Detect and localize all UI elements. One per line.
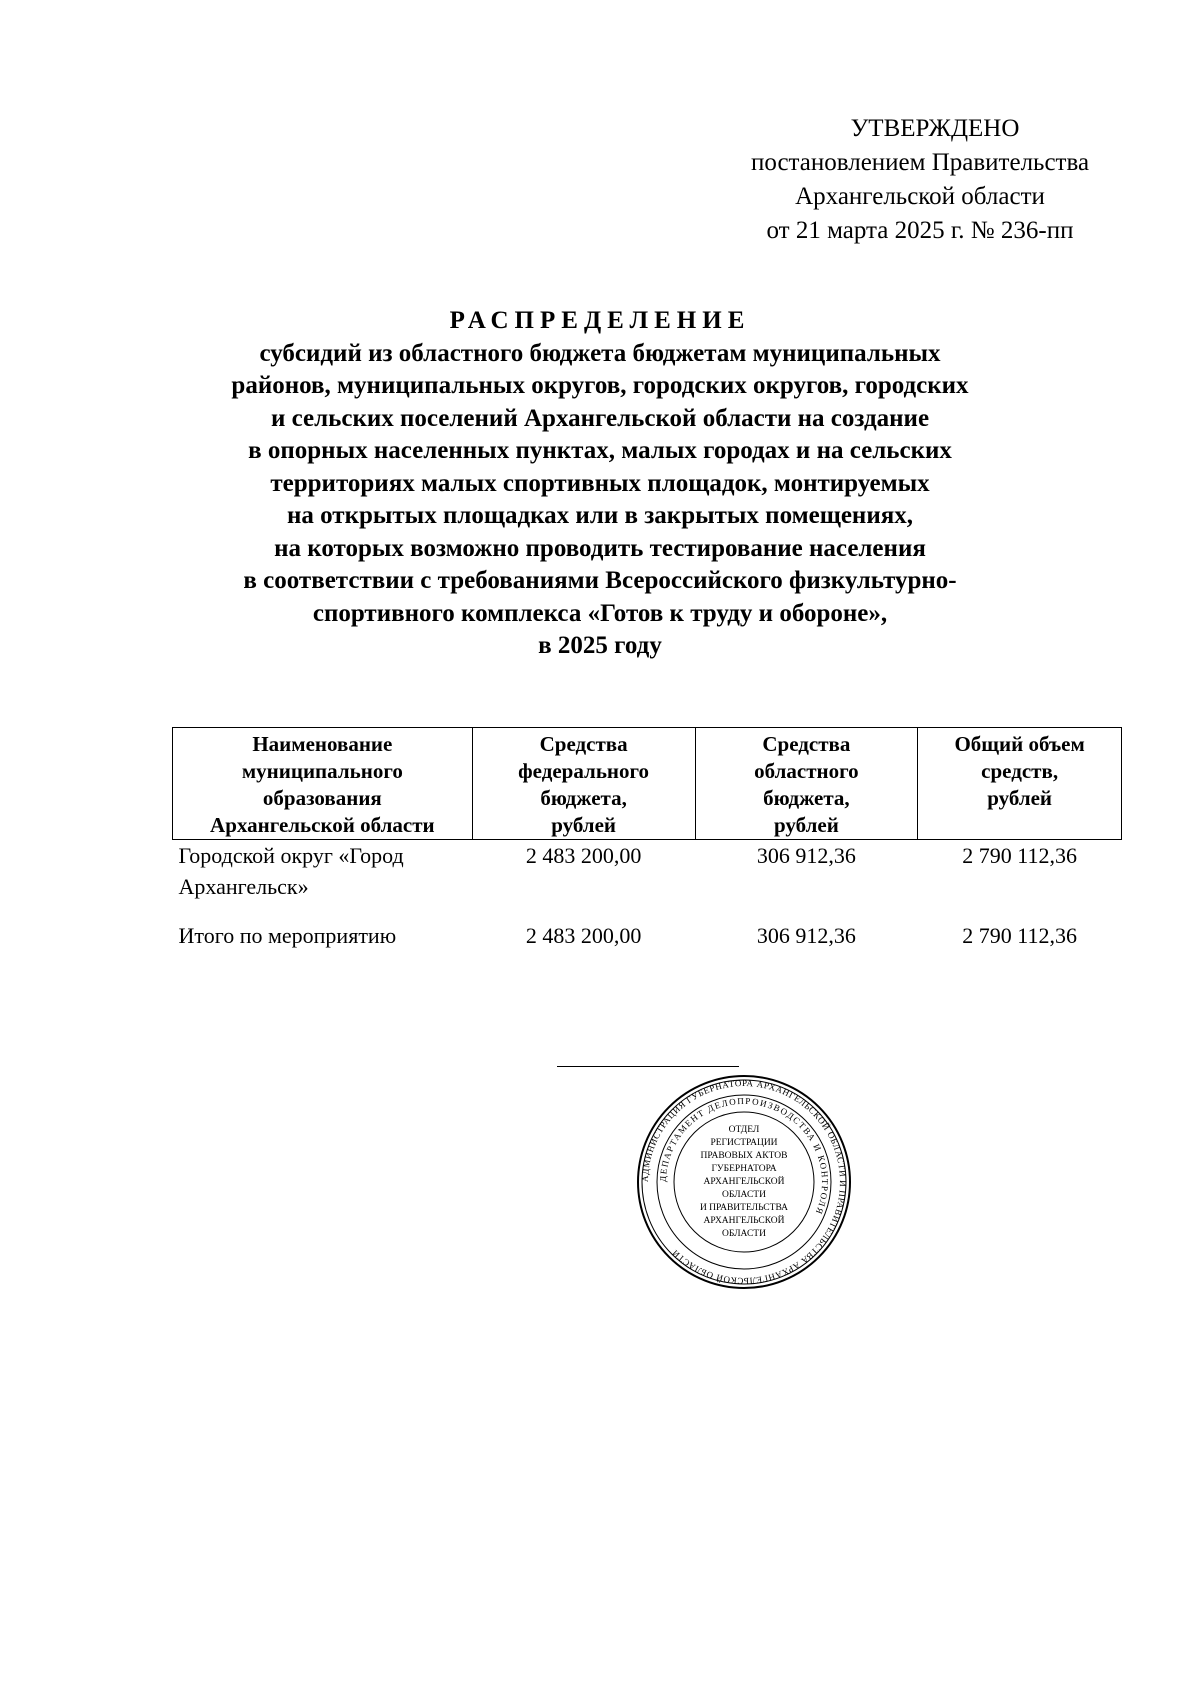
table-header-row	[173, 728, 1122, 840]
title-line: в 2025 году	[538, 632, 662, 659]
title-line: районов, муниципальных округов, городских округов, городских	[231, 372, 969, 399]
end-divider	[557, 1066, 739, 1067]
svg-text:ОТДЕЛ: ОТДЕЛ	[728, 1125, 760, 1135]
title-line: на которых возможно проводить тестирование населения	[274, 534, 926, 562]
cell-total-regional: 306 912,36	[756, 923, 856, 948]
svg-text:РЕГИСТРАЦИИ: РЕГИСТРАЦИИ	[710, 1138, 778, 1148]
approval-region-line: Архангельской области	[795, 183, 1045, 210]
distribution-table	[172, 727, 1122, 951]
title-line: территориях малых спортивных площадок, монтируемых	[270, 469, 930, 497]
approval-by-line: постановлением Правительства	[750, 149, 1090, 176]
svg-text:И ПРАВИТЕЛЬСТВА: И ПРАВИТЕЛЬСТВА	[699, 1203, 789, 1213]
title-line: субсидий из областного бюджета бюджетам муниципальных	[259, 339, 941, 367]
cell-federal: 2 483 200,00	[525, 843, 642, 868]
cell-total-federal: 2 483 200,00	[525, 923, 642, 948]
cell-municipality: Городской округ «Город Архангельск»	[178, 843, 404, 899]
title-line: в опорных населенных пунктах, малых городах и на сельских	[248, 437, 952, 464]
svg-text:ОБЛАСТИ: ОБЛАСТИ	[722, 1190, 766, 1200]
seal-middle-text: ДЕПАРТАМЕНТ ДЕЛОПРОИЗВОДСТВА И КОНТРОЛЯ	[657, 1095, 831, 1217]
svg-text:АРХАНГЕЛЬСКОЙ: АРХАНГЕЛЬСКОЙ	[703, 1177, 785, 1187]
title-line: и сельских поселений Архангельской области на создание	[270, 404, 930, 432]
svg-text:ПРАВОВЫХ АКТОВ: ПРАВОВЫХ АКТОВ	[700, 1151, 788, 1161]
approval-stamp-word: УТВЕРЖДЕНО	[850, 115, 1020, 142]
title-heading: РАСПРЕДЕЛЕНИЕ	[449, 307, 751, 334]
header-federal-funds: Средства федерального бюджета, рублей	[472, 728, 695, 840]
svg-text:АРХАНГЕЛЬСКОЙ: АРХАНГЕЛЬСКОЙ	[703, 1216, 785, 1226]
svg-text:ОБЛАСТИ: ОБЛАСТИ	[722, 1229, 766, 1239]
seal-center-text	[700, 1125, 788, 1239]
official-seal	[634, 1072, 854, 1292]
approval-date-line: от 21 марта 2025 г. № 236-пп	[766, 217, 1074, 244]
seal-outer-text: АДМИНИСТРАЦИЯ ГУБЕРНАТОРА АРХАНГЕЛЬСКОЙ ОБЛАСТИ И ПРАВИТЕЛЬСТВА АРХАНГЕЛЬСКОЙ ОБЛАСТИ	[639, 1077, 849, 1287]
header-total-funds: Общий объем средств, рублей	[918, 728, 1122, 840]
header-municipality: Наименование муниципального образования Архангельской области	[173, 728, 473, 840]
cell-total: 2 790 112,36	[962, 843, 1077, 868]
title-line: в соответствии с требованиями Всероссийского физкультурно-	[243, 567, 957, 594]
header-regional-funds: Средства областного бюджета, рублей	[695, 728, 918, 840]
table-total-row	[173, 920, 1122, 951]
cell-total-total: 2 790 112,36	[962, 923, 1077, 948]
cell-regional: 306 912,36	[756, 843, 856, 868]
cell-total-label: Итого по мероприятию	[178, 923, 397, 948]
approval-block	[700, 112, 1140, 248]
document-title	[150, 305, 1050, 663]
title-line: на открытых площадках или в закрытых помещениях,	[286, 502, 914, 529]
title-line: спортивного комплекса «Готов к труду и обороне»,	[312, 599, 888, 627]
table-row	[173, 840, 1122, 921]
svg-text:ГУБЕРНАТОРА: ГУБЕРНАТОРА	[711, 1164, 777, 1174]
